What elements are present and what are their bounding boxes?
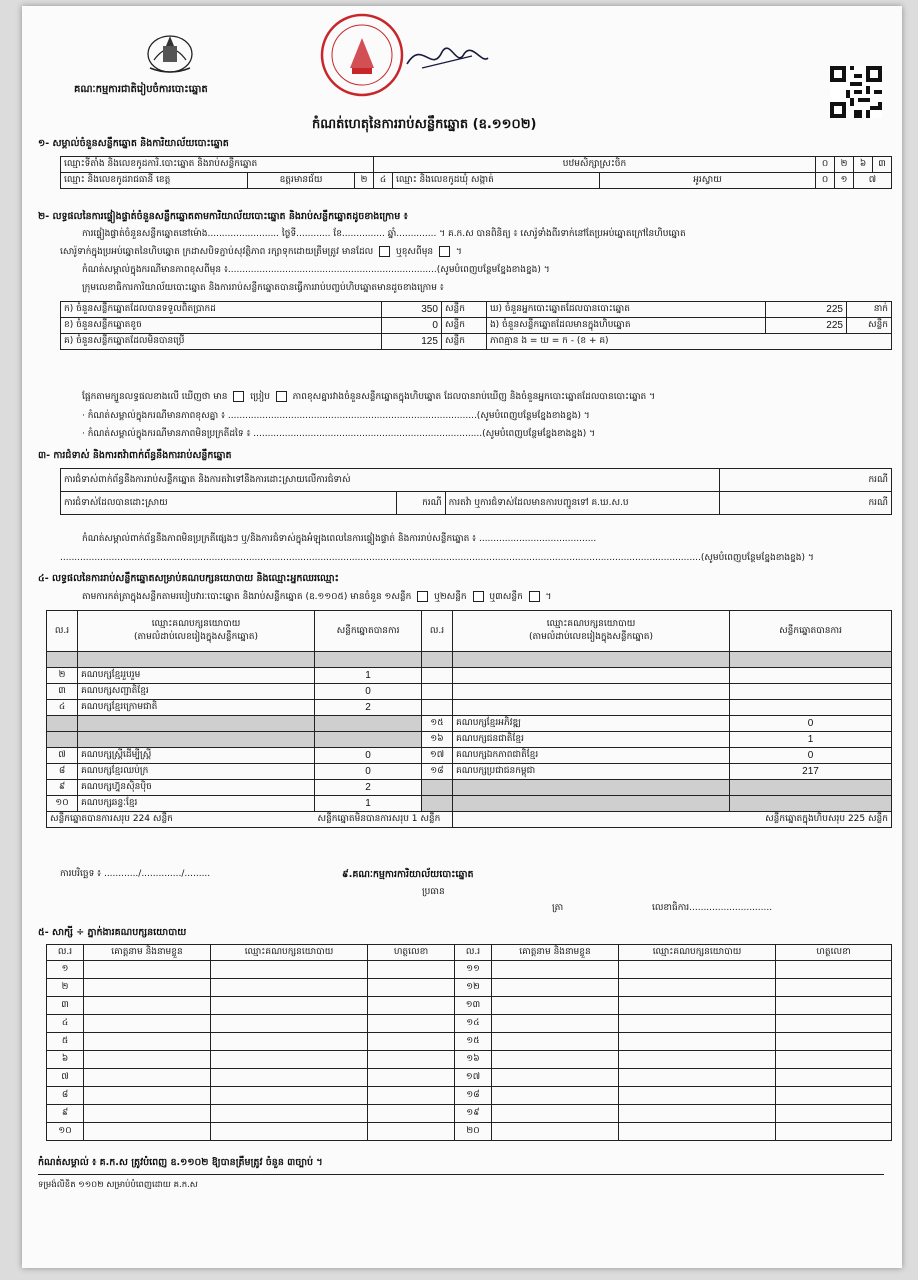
witness-no: ១៥ bbox=[455, 1033, 492, 1051]
box-total: សន្លឹកឆ្នោតក្នុងហិបសរុប 225 សន្លឹក bbox=[453, 812, 892, 828]
document-page bbox=[22, 6, 902, 1268]
witness-no: ២០ bbox=[455, 1123, 492, 1141]
one-sheet-label: តាមការកត់ត្រាក្នុងសន្លឹកតាមរបៀបវារៈបោះឆ្នោត និងរាប់សន្លឹកឆ្នោត (ឧ.១១០៥) មានចំនួន ១សន្លឹក bbox=[82, 592, 412, 602]
form-id: ទម្រង់លិខិត ១១០២ សម្រាប់បំពេញដោយ គ.ក.ស bbox=[38, 1180, 198, 1190]
station-name-label: ឈ្មោះទីតាំង និងលេខកូដការិ.បោះឆ្នោត និងរាប់សន្លឹកឆ្នោត bbox=[61, 157, 374, 173]
witness-party-cell[interactable] bbox=[211, 961, 368, 979]
code-digit: ២ bbox=[835, 157, 854, 173]
party-votes: 2 bbox=[315, 700, 422, 716]
unused-ballots-label: គ) ចំនួនសន្លឹកឆ្នោតដែលមិនបានប្រើ bbox=[61, 334, 382, 350]
witness-name-cell[interactable] bbox=[492, 979, 619, 997]
witness-no: ១៩ bbox=[455, 1105, 492, 1123]
witness-signature-cell[interactable] bbox=[368, 1123, 455, 1141]
witness-name-cell[interactable] bbox=[492, 1069, 619, 1087]
table-row bbox=[47, 961, 892, 979]
discrepancy-line bbox=[82, 391, 655, 404]
ballot-count-table bbox=[60, 301, 892, 350]
station-table bbox=[60, 156, 892, 189]
witness-party-cell[interactable] bbox=[211, 1051, 368, 1069]
column-header-party: ឈ្មោះគណបក្សនយោបាយ bbox=[211, 945, 368, 961]
witness-no: ១៣ bbox=[455, 997, 492, 1015]
table-row bbox=[47, 668, 892, 684]
witness-name-cell[interactable] bbox=[84, 997, 211, 1015]
party-name: គណបក្សខ្មែរអភិវឌ្ឍ bbox=[453, 716, 730, 732]
party-name bbox=[453, 796, 730, 812]
lock-ok-label: មានដែល bbox=[341, 247, 374, 257]
witness-signature-cell[interactable] bbox=[776, 961, 892, 979]
voters-label: ឃ) ចំនួនអ្នកបោះឆ្នោតដែលបានបោះឆ្នោត bbox=[486, 302, 765, 318]
complaints-table bbox=[60, 468, 892, 515]
party-name: គណបក្សខ្មែរឈប់ក្រ bbox=[78, 764, 315, 780]
lock-changed-label: ឬខុសពីមុន bbox=[395, 247, 434, 257]
witness-signature-cell[interactable] bbox=[368, 997, 455, 1015]
witness-name-cell[interactable] bbox=[84, 961, 211, 979]
footer-divider bbox=[38, 1174, 884, 1175]
code-digit: ០ bbox=[816, 173, 835, 189]
unit-label: ករណី bbox=[397, 492, 445, 515]
three-sheet-checkbox[interactable] bbox=[529, 591, 540, 602]
section-4-heading: ៤- លទ្ធផលនៃការរាប់សន្លឹកឆ្នោតសម្រាប់គណបក្សនយោបាយ និងឈ្មោះអ្នកឈរឈ្មោះ bbox=[38, 573, 339, 584]
witness-name-cell[interactable] bbox=[492, 1051, 619, 1069]
invalid-total: សន្លឹកឆ្នោតមិនបានការសរុប 1 សន្លឹក bbox=[315, 812, 453, 828]
witness-party-cell[interactable] bbox=[211, 1105, 368, 1123]
party-no: ១៨ bbox=[422, 764, 453, 780]
section-3-heading: ៣- ការជំទាស់ និងការតវ៉ាពាក់ព័ន្ធនឹងការរាប់សន្លឹកឆ្នោត bbox=[38, 450, 232, 461]
party-votes: 1 bbox=[315, 668, 422, 684]
witness-no: ១២ bbox=[455, 979, 492, 997]
column-header-no: ល.រ bbox=[47, 945, 84, 961]
table-row bbox=[47, 684, 892, 700]
witness-signature-cell[interactable] bbox=[368, 961, 455, 979]
witness-signature-cell[interactable] bbox=[368, 1087, 455, 1105]
table-row bbox=[47, 780, 892, 796]
party-no bbox=[422, 700, 453, 716]
witness-party-cell[interactable] bbox=[619, 979, 776, 997]
received-ballots-label: ក) ចំនួនសន្លឹកឆ្នោតដែលបានទទួលពិតប្រាកដ bbox=[61, 302, 382, 318]
witness-party-cell[interactable] bbox=[619, 1051, 776, 1069]
party-votes: 1 bbox=[730, 732, 892, 748]
province-label: ឈ្មោះ និងលេខកូដរាជធានី ខេត្ត bbox=[61, 173, 248, 189]
witness-no: ៩ bbox=[47, 1105, 84, 1123]
witness-party-cell[interactable] bbox=[619, 1087, 776, 1105]
table-row bbox=[47, 748, 892, 764]
lock-status-text: សោរ៉ូទាក់ក្នុងប្រអប់ឆ្នោតនៃហិបឆ្នោត ក្រដាសបិទភ្ជាប់សុវត្ថិភាព រក្សាទុកដោយត្រឹមត្រូវ bbox=[60, 247, 339, 257]
witness-no: ៨ bbox=[47, 1087, 84, 1105]
discrepancy-yes-checkbox[interactable] bbox=[233, 391, 244, 402]
table-row bbox=[47, 652, 892, 668]
table-row bbox=[47, 1087, 892, 1105]
witness-signature-cell[interactable] bbox=[776, 1105, 892, 1123]
unit-label: សន្លឹក bbox=[441, 318, 486, 334]
witness-party-cell[interactable] bbox=[619, 1033, 776, 1051]
complaint-note-continued: ................................................................................................................................................................................................................................(សូមបំពេញបន្ថែមខ្នែងខាងខ្នង) ។ bbox=[60, 553, 814, 563]
witness-signature-cell[interactable] bbox=[368, 1105, 455, 1123]
column-header-party: ឈ្មោះគណបក្សនយោបាយ bbox=[619, 945, 776, 961]
witness-signature-cell[interactable] bbox=[368, 1033, 455, 1051]
witness-signature-cell[interactable] bbox=[368, 1015, 455, 1033]
witness-signature-cell[interactable] bbox=[776, 1087, 892, 1105]
unit-label: សន្លឹក bbox=[441, 302, 486, 318]
code-digit: ០ bbox=[816, 157, 835, 173]
seal-label: ត្រា bbox=[552, 903, 564, 913]
witness-name-cell[interactable] bbox=[84, 1051, 211, 1069]
party-votes bbox=[730, 780, 892, 796]
code-digit: ៦ bbox=[854, 157, 873, 173]
party-no: ៣ bbox=[47, 684, 78, 700]
party-votes bbox=[315, 716, 422, 732]
witness-signature-cell[interactable] bbox=[776, 1051, 892, 1069]
witness-no: ២ bbox=[47, 979, 84, 997]
section-2-heading: ២- លទ្ធផលនៃការផ្ទៀងផ្ទាត់ចំនួនសន្លឹកឆ្នោតតាមការិយាល័យបោះឆ្នោត និងរាប់សន្លឹកឆ្នោតដូចខាងក្រោម ៖ bbox=[38, 211, 408, 222]
witness-signature-cell[interactable] bbox=[776, 979, 892, 997]
resolved-complaints-label: ការជំទាស់ដែលបានដោះស្រាយ bbox=[61, 492, 397, 515]
party-name: គណបក្សស្ត្រីដើម្បីស្ត្រី bbox=[78, 748, 315, 764]
witness-party-cell[interactable] bbox=[619, 1015, 776, 1033]
secretary-label: លេខាធិការ............................. bbox=[652, 903, 773, 913]
witness-party-cell[interactable] bbox=[619, 961, 776, 979]
column-header-votes: សន្លឹកឆ្នោតបានការ bbox=[730, 611, 892, 652]
code-digit: ១ bbox=[835, 173, 854, 189]
one-sheet-checkbox[interactable] bbox=[417, 591, 428, 602]
date-line: ការបរិច្ឆេទ ៖ ............/............../......... bbox=[60, 869, 211, 879]
witness-name-cell[interactable] bbox=[84, 979, 211, 997]
party-no bbox=[422, 652, 453, 668]
party-votes: 0 bbox=[315, 764, 422, 780]
verification-line: ការផ្ទៀងផ្ទាត់ចំនួនសន្លឹកឆ្នោតនៅម៉ោង......................... ថ្ងៃទី............ ខែ............... ឆ្នាំ.............. ។ គ.ក.ស បានពិនិត្យ ៖ សោរ៉ូទាំងពីរទាក់នៅតែប្រអប់ឆ្នោតក្រៅនៃហិបឆ្នោត bbox=[82, 229, 686, 239]
witness-name-cell[interactable] bbox=[492, 1123, 619, 1141]
party-votes bbox=[315, 732, 422, 748]
national-emblem-icon bbox=[144, 30, 196, 76]
section-5-heading: ៥- សាក្សី ÷ ភ្នាក់ងារគណបក្សនយោបាយ bbox=[38, 927, 187, 938]
party-name: គណបក្សឯកភាពជាតិខ្មែរ bbox=[453, 748, 730, 764]
witness-no: ៣ bbox=[47, 997, 84, 1015]
party-name bbox=[78, 716, 315, 732]
witness-table bbox=[46, 944, 892, 1141]
witness-signature-cell[interactable] bbox=[776, 1015, 892, 1033]
party-no bbox=[422, 796, 453, 812]
party-votes bbox=[730, 684, 892, 700]
table-row bbox=[47, 716, 892, 732]
witness-name-cell[interactable] bbox=[492, 1105, 619, 1123]
party-votes: 0 bbox=[315, 748, 422, 764]
table-row bbox=[47, 1033, 892, 1051]
witness-party-cell[interactable] bbox=[619, 1105, 776, 1123]
discrepancy-text: ភាពខុសគ្នារវាងចំនួនសន្លឹកឆ្នោតក្នុងហិបឆ្នោត ដែលបានរាប់ឃើញ និងចំនួនអ្នកបោះឆ្នោតដែលបានបោះឆ្នោត ។ bbox=[292, 392, 656, 402]
table-row bbox=[47, 764, 892, 780]
two-sheet-checkbox[interactable] bbox=[473, 591, 484, 602]
commune-value: អូរស្វាយ bbox=[600, 173, 816, 189]
table-row bbox=[47, 700, 892, 716]
party-name bbox=[78, 732, 315, 748]
witness-name-cell[interactable] bbox=[84, 1105, 211, 1123]
station-name-value: បឋមសិក្សាស្រះចិក bbox=[374, 157, 816, 173]
witness-name-cell[interactable] bbox=[492, 1015, 619, 1033]
party-name bbox=[453, 780, 730, 796]
party-name: គណបក្សឆន្ទៈខ្មែរ bbox=[78, 796, 315, 812]
column-header-name: គោត្តនាម និងនាមខ្លួន bbox=[84, 945, 211, 961]
party-results-table bbox=[46, 610, 892, 828]
count-intro: ក្រុមលេខាធិការការិយាល័យបោះឆ្នោត និងការរាប់សន្លឹកឆ្នោតបានធ្វើការរាប់បញ្ចប់ហិបឆ្នោតមានដូចខាងក្រោម ៖ bbox=[82, 283, 444, 293]
witness-name-cell[interactable] bbox=[84, 1033, 211, 1051]
party-header-title: ឈ្មោះគណបក្សនយោបាយ bbox=[546, 619, 636, 629]
page-title: កំណត់ហេតុនៃការរាប់សន្លឹកឆ្នោត (ឧ.១១០២) bbox=[312, 117, 537, 132]
party-header-sub: (តាមលំដាប់លេខរៀងក្នុងសន្លឹកឆ្នោត) bbox=[529, 632, 653, 642]
difference-remark: · កំណត់សម្គាល់ក្នុងករណីមានភាពខុសគ្នា ៖ .......................................................................................(សូមបំពេញបន្ថែមខ្នែងខាងខ្នង) ។ bbox=[82, 411, 590, 421]
sheet-count-line: តាមការកត់ត្រាក្នុងសន្លឹកតាមរបៀបវារៈបោះឆ្នោត និងរាប់សន្លឹកឆ្នោត (ឧ.១១០៥) មានចំនួន ១សន្លឹក ឬ២សន្លឹក ឬ៣សន្លឹក ។ bbox=[82, 592, 552, 602]
party-no: ១៦ bbox=[422, 732, 453, 748]
party-header-sub: (តាមលំដាប់លេខរៀងក្នុងសន្លឹកឆ្នោត) bbox=[134, 632, 258, 642]
witness-name-cell[interactable] bbox=[492, 961, 619, 979]
witness-party-cell[interactable] bbox=[211, 979, 368, 997]
party-name bbox=[453, 700, 730, 716]
party-votes bbox=[730, 668, 892, 684]
footer-note: កំណត់សម្គាល់ ៖ គ.ក.ស ត្រូវបំពេញ ឧ.១១០២ ឱ្យបានត្រឹមត្រូវ ចំនួន ៣ច្បាប់ ។ bbox=[38, 1157, 323, 1168]
formula-label: ភាពគ្មាន ង = ឃ = ក - (ខ + គ) bbox=[486, 334, 891, 350]
org-name: គណៈកម្មការជាតិរៀបចំការបោះឆ្នោត bbox=[74, 84, 208, 95]
forwarded-complaints-label: ការតវ៉ា ឬការជំទាស់ដែលមានការបញ្ជូនទៅ គ.ឃ.ស.ប bbox=[445, 492, 720, 515]
qr-code-icon bbox=[830, 66, 882, 118]
party-votes bbox=[730, 796, 892, 812]
code-digit: ៧ bbox=[854, 173, 892, 189]
party-no bbox=[422, 780, 453, 796]
table-row bbox=[47, 997, 892, 1015]
witness-name-cell[interactable] bbox=[492, 1087, 619, 1105]
party-no: ៩ bbox=[47, 780, 78, 796]
table-row bbox=[47, 732, 892, 748]
ballots-in-box-value: 225 bbox=[766, 318, 847, 334]
witness-name-cell[interactable] bbox=[492, 997, 619, 1015]
party-name: គណបក្សខ្មែររួបរួម bbox=[78, 668, 315, 684]
column-header-name: គោត្តនាម និងនាមខ្លួន bbox=[492, 945, 619, 961]
party-votes: 0 bbox=[730, 748, 892, 764]
committee-heading: ៩.គណៈកម្មការការិយាល័យបោះឆ្នោត bbox=[342, 869, 474, 880]
column-header-votes: សន្លឹកឆ្នោតបានការ bbox=[315, 611, 422, 652]
unit-label: ករណី bbox=[720, 469, 892, 492]
witness-signature-cell[interactable] bbox=[368, 1051, 455, 1069]
party-no bbox=[47, 732, 78, 748]
column-header-signature: ហត្ថលេខា bbox=[776, 945, 892, 961]
witness-party-cell[interactable] bbox=[211, 1123, 368, 1141]
column-header-no: ល.រ bbox=[455, 945, 492, 961]
table-row bbox=[47, 1015, 892, 1033]
witness-party-cell[interactable] bbox=[619, 997, 776, 1015]
commune-label: ឈ្មោះ និងលេខកូដឃុំ សង្កាត់ bbox=[393, 173, 600, 189]
witness-no: ៦ bbox=[47, 1051, 84, 1069]
party-name bbox=[453, 684, 730, 700]
witness-party-cell[interactable] bbox=[211, 1069, 368, 1087]
column-header-no: ល.រ bbox=[422, 611, 453, 652]
witness-no: ៤ bbox=[47, 1015, 84, 1033]
witness-signature-cell[interactable] bbox=[776, 1069, 892, 1087]
witness-no: ១០ bbox=[47, 1123, 84, 1141]
party-no: ១៧ bbox=[422, 748, 453, 764]
lock-status-line: សោរ៉ូទាក់ក្នុងប្រអប់ឆ្នោតនៃហិបឆ្នោត ក្រដាសបិទភ្ជាប់សុវត្ថិភាព រក្សាទុកដោយត្រឹមត្រូវ មានដែល ឬខុសពីមុន ។ bbox=[60, 247, 462, 257]
party-name: គណបក្សជនជាតិខ្មែរ bbox=[453, 732, 730, 748]
witness-signature-cell[interactable] bbox=[776, 1033, 892, 1051]
table-row bbox=[47, 979, 892, 997]
lock-changed-checkbox[interactable] bbox=[439, 246, 450, 257]
code-digit: ៤ bbox=[374, 173, 393, 189]
official-stamp-icon bbox=[317, 10, 407, 100]
column-header-signature: ហត្ថលេខា bbox=[368, 945, 455, 961]
witness-signature-cell[interactable] bbox=[776, 1123, 892, 1141]
party-name: គណបក្សខ្មែរក្រោមជាតិ bbox=[78, 700, 315, 716]
unit-label: នាក់ bbox=[846, 302, 891, 318]
spoiled-ballots-value: 0 bbox=[382, 318, 442, 334]
discrepancy-yes-label: ផ្អែកតាមក្បួនលទ្ធផលខាងលើ ឃើញថា មាន bbox=[82, 392, 228, 402]
unit-label: សន្លឹក bbox=[441, 334, 486, 350]
voters-value: 225 bbox=[766, 302, 847, 318]
witness-party-cell[interactable] bbox=[211, 1087, 368, 1105]
province-value: ឧត្តរមានជ័យ bbox=[248, 173, 355, 189]
valid-total: សន្លឹកឆ្នោតបានការសរុប 224 សន្លឹក bbox=[47, 812, 315, 828]
unused-ballots-value: 125 bbox=[382, 334, 442, 350]
party-no: ២ bbox=[47, 668, 78, 684]
spoiled-ballots-label: ខ) ចំនួនសន្លឹកឆ្នោតខូច bbox=[61, 318, 382, 334]
witness-name-cell[interactable] bbox=[84, 1087, 211, 1105]
witness-party-cell[interactable] bbox=[211, 1033, 368, 1051]
party-header-title: ឈ្មោះគណបក្សនយោបាយ bbox=[151, 619, 241, 629]
complaints-label: ការជំទាស់ពាក់ព័ន្ធនឹងការរាប់សន្លឹកឆ្នោត និងការតវ៉ាទៅនឹងការដោះស្រាយលើការជំទាស់ bbox=[61, 469, 720, 492]
party-votes: 2 bbox=[315, 780, 422, 796]
witness-no: ១៤ bbox=[455, 1015, 492, 1033]
witness-no: ៥ bbox=[47, 1033, 84, 1051]
witness-name-cell[interactable] bbox=[84, 1123, 211, 1141]
party-name: គណបក្សសញ្ជាតិខ្មែរ bbox=[78, 684, 315, 700]
difference-note: កំណត់សម្គាល់ក្នុងករណីមានភាពខុសពីមុន ៖.........................................................................(សូមបំពេញបន្ថែមខ្នែងខាងខ្នង) ។ bbox=[82, 265, 550, 275]
witness-party-cell[interactable] bbox=[619, 1123, 776, 1141]
witness-party-cell[interactable] bbox=[211, 1015, 368, 1033]
ballots-in-box-label: ង) ចំនួនសន្លឹកឆ្នោតដែលមានក្នុងហិបឆ្នោត bbox=[486, 318, 765, 334]
table-row bbox=[47, 1051, 892, 1069]
witness-no: ១ bbox=[47, 961, 84, 979]
table-row bbox=[47, 1123, 892, 1141]
witness-no: ១៦ bbox=[455, 1051, 492, 1069]
witness-party-cell[interactable] bbox=[619, 1069, 776, 1087]
party-no: ១៥ bbox=[422, 716, 453, 732]
chief-label: ប្រធាន bbox=[422, 887, 445, 897]
column-header-party bbox=[78, 611, 315, 652]
party-votes: 0 bbox=[730, 716, 892, 732]
witness-no: ១៨ bbox=[455, 1087, 492, 1105]
table-row bbox=[47, 796, 892, 812]
party-name bbox=[78, 652, 315, 668]
witness-no: ៧ bbox=[47, 1069, 84, 1087]
party-votes bbox=[730, 652, 892, 668]
witness-signature-cell[interactable] bbox=[776, 997, 892, 1015]
party-name: គណបក្សប្រជាជនកម្ពុជា bbox=[453, 764, 730, 780]
party-no bbox=[47, 716, 78, 732]
party-votes bbox=[315, 652, 422, 668]
section-1-heading: ១- សម្គាល់ចំនួនសន្លឹកឆ្នោត និងការិយាល័យបោះឆ្នោត bbox=[38, 138, 229, 149]
complaint-note: កំណត់សម្គាល់ពាក់ព័ន្ធនឹងភាពមិនប្រក្រតីផ្សេងៗ ឬ/និងការជំទាស់ក្នុងអំឡុងពេលនៃការផ្ទៀងផ្ទាត់ និងការរាប់សន្លឹកឆ្នោត ៖ ......................................... bbox=[82, 534, 597, 544]
party-name: គណបក្សហ្វ៊ុនស៊ិនប៉ិច bbox=[78, 780, 315, 796]
witness-signature-cell[interactable] bbox=[368, 1069, 455, 1087]
party-no: ៨ bbox=[47, 764, 78, 780]
table-row bbox=[47, 1105, 892, 1123]
party-votes: 0 bbox=[315, 684, 422, 700]
code-digit: ៣ bbox=[873, 157, 892, 173]
column-header-party bbox=[453, 611, 730, 652]
party-no: ៤ bbox=[47, 700, 78, 716]
lock-ok-checkbox[interactable] bbox=[379, 246, 390, 257]
received-ballots-value: 350 bbox=[382, 302, 442, 318]
party-no bbox=[47, 652, 78, 668]
party-name bbox=[453, 668, 730, 684]
discrepancy-none-checkbox[interactable] bbox=[276, 391, 287, 402]
witness-signature-cell[interactable] bbox=[368, 979, 455, 997]
discrepancy-none-label: ប្រៀប bbox=[250, 392, 270, 402]
party-votes: 1 bbox=[315, 796, 422, 812]
signature-icon bbox=[402, 34, 492, 76]
party-no bbox=[422, 684, 453, 700]
party-name bbox=[453, 652, 730, 668]
party-no: ១០ bbox=[47, 796, 78, 812]
two-sheet-label: ឬ២សន្លឹក bbox=[434, 592, 467, 602]
column-header-no: ល.រ bbox=[47, 611, 78, 652]
party-no: ៧ bbox=[47, 748, 78, 764]
irregularity-remark: · កំណត់សម្គាល់ក្នុងករណីមានភាពមិនប្រក្រតីដទៃ ៖ ................................................................................(សូមបំពេញបន្ថែមខ្នែងខាងខ្នង) ។ bbox=[82, 429, 596, 439]
party-votes: 217 bbox=[730, 764, 892, 780]
unit-label: ករណី bbox=[720, 492, 892, 515]
unit-label: សន្លឹក bbox=[846, 318, 891, 334]
witness-name-cell[interactable] bbox=[84, 1015, 211, 1033]
witness-name-cell[interactable] bbox=[84, 1069, 211, 1087]
witness-no: ១៧ bbox=[455, 1069, 492, 1087]
party-votes bbox=[730, 700, 892, 716]
table-row bbox=[47, 1069, 892, 1087]
code-digit: ២ bbox=[355, 173, 374, 189]
party-no bbox=[422, 668, 453, 684]
witness-party-cell[interactable] bbox=[211, 997, 368, 1015]
three-sheet-label: ឬ៣សន្លឹក bbox=[489, 592, 523, 602]
witness-no: ១១ bbox=[455, 961, 492, 979]
witness-name-cell[interactable] bbox=[492, 1033, 619, 1051]
